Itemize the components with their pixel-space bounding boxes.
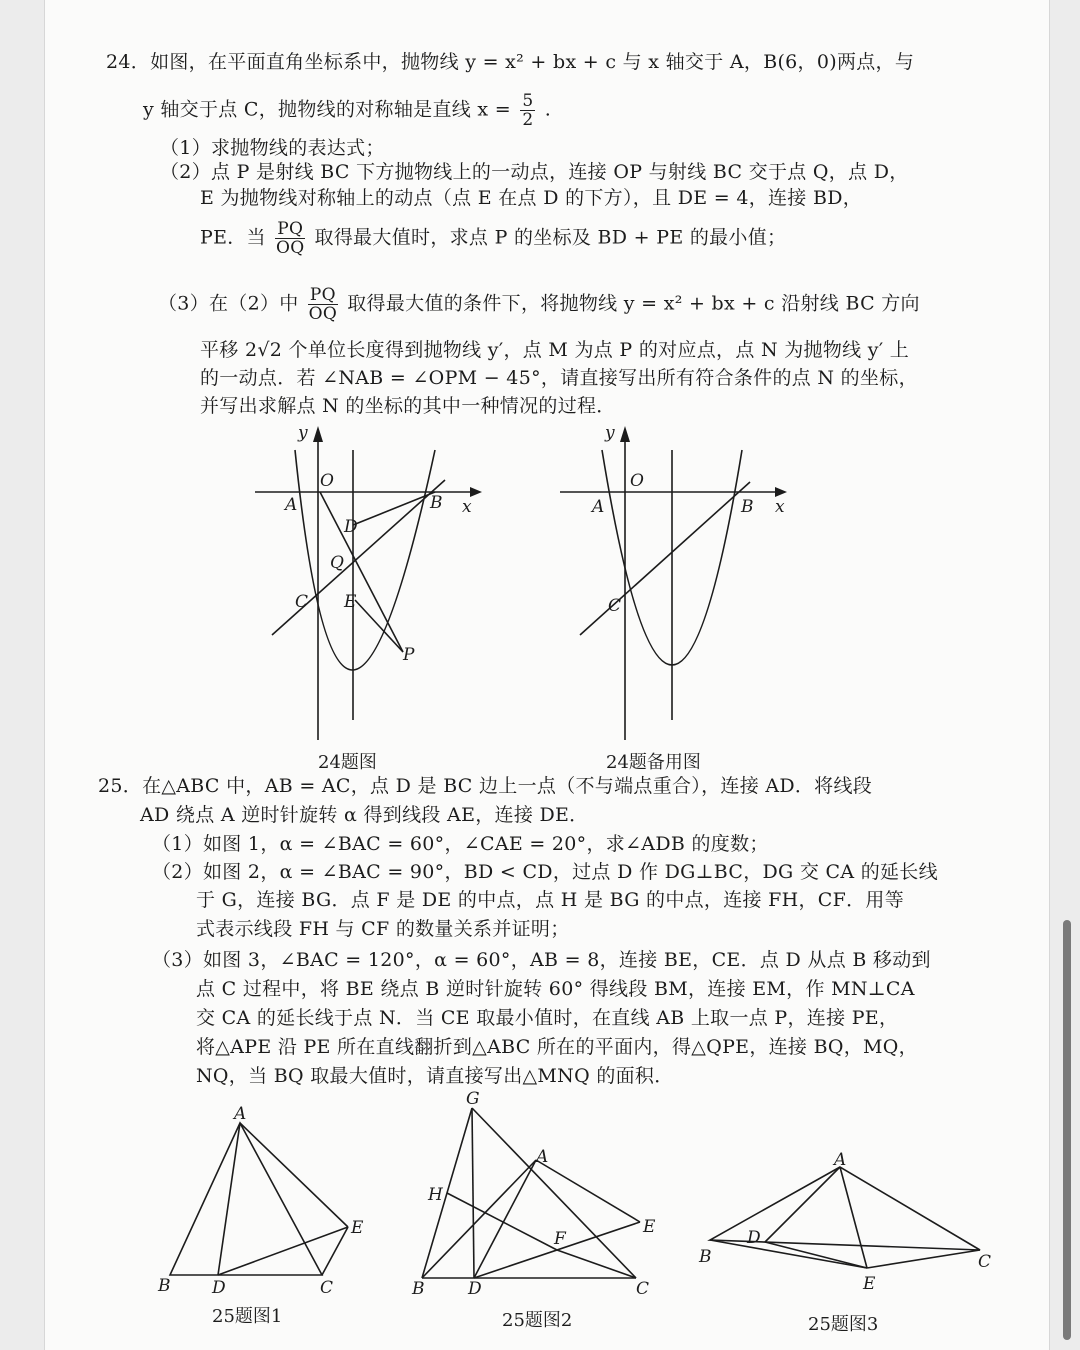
segment-hf <box>447 1193 557 1250</box>
fraction-denominator: OQ <box>308 304 338 324</box>
line-gc <box>472 1108 636 1278</box>
q25-figure-1-caption: 25题图1 <box>212 1306 283 1327</box>
label-d: D <box>747 1228 761 1248</box>
label-a: A <box>834 1150 847 1170</box>
q25-part-3-line-3: 交 CA 的延长线于点 N．当 CE 取最小值时，在直线 AB 上取一点 P，连接 PE， <box>196 1007 899 1029</box>
label-o: O <box>320 471 334 491</box>
label-b: B <box>430 493 443 513</box>
q24-part-1: （1）求抛物线的表达式； <box>160 137 385 159</box>
y-axis-arrow-icon <box>313 426 323 442</box>
segment-de <box>218 1227 348 1275</box>
label-b: B <box>412 1279 425 1299</box>
segment-ce <box>322 1227 348 1275</box>
q24-figure <box>240 420 490 750</box>
q24-part-2-line-2: E 为抛物线对称轴上的动点（点 E 在点 D 的下方），且 DE = 4，连接 BD， <box>200 187 863 209</box>
label-o: O <box>630 471 644 491</box>
segment-ad <box>765 1167 840 1242</box>
q24-line-2-end: . <box>544 98 552 121</box>
label-c: C <box>978 1252 992 1272</box>
label-f: F <box>554 1229 566 1249</box>
label-x: x <box>775 497 785 517</box>
q25-line-1: 25．在△ABC 中，AB = AC，点 D 是 BC 边上一点（不与端点重合），连接 AD．将线段 <box>98 775 873 797</box>
label-x: x <box>462 497 472 517</box>
q24-part-3-line-1-start: （3）在（2）中 <box>158 292 299 315</box>
q24-part-3-line-1 <box>158 286 920 323</box>
q25-part-1: （1）如图 1，α = ∠BAC = 60°，∠CAE = 20°，求∠ADB 的度数； <box>152 833 769 855</box>
q24-line-2-text: y 轴交于点 C，抛物线的对称轴是直线 x = <box>143 98 511 121</box>
q25-figure-2-caption: 25题图2 <box>502 1310 573 1331</box>
label-b: B <box>741 497 754 517</box>
label-a: A <box>592 497 605 517</box>
q24-figure-caption: 24题图 <box>318 752 377 773</box>
q25-figure-3-caption: 25题图3 <box>808 1314 879 1335</box>
q25-part-3-line-2: 点 C 过程中，将 BE 绕点 B 逆时针旋转 60° 得线段 BM，连接 EM，作 MN⊥CA <box>196 978 915 1000</box>
q24-part-3-line-2: 平移 2√2 个单位长度得到抛物线 y′，点 M 为点 P 的对应点，点 N 为抛物线 y′ 上 <box>200 339 910 361</box>
q24-part-2-line-3 <box>200 220 786 257</box>
label-c: C <box>295 592 309 612</box>
q24-part-3-line-4: 并写出求解点 N 的坐标的其中一种情况的过程． <box>200 395 616 417</box>
q24-backup-caption: 24题备用图 <box>606 752 701 773</box>
label-h: H <box>428 1185 443 1205</box>
label-e: E <box>863 1274 876 1294</box>
segment-ce <box>867 1250 980 1268</box>
label-q: Q <box>330 553 344 573</box>
q24-part-3-line-3: 的一动点．若 ∠NAB = ∠OPM − 45°，请直接写出所有符合条件的点 N 的坐标， <box>200 367 918 389</box>
q24-part-2-line-3-start: PE．当 <box>200 226 266 249</box>
fraction-numerator: 5 <box>522 91 534 111</box>
label-d: D <box>212 1278 226 1298</box>
label-e: E <box>643 1217 656 1237</box>
segment-ae <box>840 1167 867 1268</box>
q24-line-2 <box>143 92 551 129</box>
scrollbar-track[interactable] <box>1049 0 1080 1350</box>
label-y: y <box>298 423 308 443</box>
fraction-five-halves <box>520 92 535 129</box>
label-a: A <box>285 495 298 515</box>
label-b: B <box>158 1276 171 1296</box>
fraction-pq-oq-2 <box>308 286 338 323</box>
label-g: G <box>466 1089 480 1109</box>
label-d: D <box>344 517 358 537</box>
label-c: C <box>320 1278 334 1298</box>
q25-figure-2 <box>408 1088 668 1303</box>
label-a: A <box>234 1104 247 1124</box>
segment-gd <box>472 1108 474 1278</box>
x-axis-arrow-icon <box>775 487 787 497</box>
segment-ae <box>240 1123 348 1227</box>
q25-part-2-line-2: 于 G，连接 BG．点 F 是 DE 的中点，点 H 是 BG 的中点，连接 FH，CF．用等 <box>196 889 905 911</box>
q24-part-3-line-1-end: 取得最大值的条件下，将抛物线 y = x² + bx + c 沿射线 BC 方向 <box>347 292 920 315</box>
q25-part-3-line-4: 将△APE 沿 PE 所在直线翻折到△ABC 所在的平面内，得△QPE，连接 BQ，MQ， <box>196 1036 918 1058</box>
scrollbar-thumb[interactable] <box>1063 920 1071 1340</box>
y-axis-arrow-icon <box>620 426 630 442</box>
q25-part-3-line-5: NQ，当 BQ 取最大值时，请直接写出△MNQ 的面积． <box>196 1065 674 1087</box>
label-c: C <box>636 1279 650 1299</box>
fraction-pq-oq <box>275 220 305 257</box>
triangle-abc <box>170 1123 322 1275</box>
segment-bd <box>353 492 435 525</box>
q25-part-2-line-3: 式表示线段 FH 与 CF 的数量关系并证明； <box>196 918 570 940</box>
fraction-numerator: PQ <box>277 219 304 239</box>
q24-line-1: 24．如图，在平面直角坐标系中，抛物线 y = x² + bx + c 与 x 轴交于 A，B(6，0)两点，与 <box>106 51 915 73</box>
parabola <box>295 450 435 670</box>
line-bc <box>580 482 750 635</box>
x-axis-arrow-icon <box>470 487 482 497</box>
segment-pe <box>355 600 403 652</box>
label-c: C <box>608 596 622 616</box>
q25-part-3-line-1: （3）如图 3，∠BAC = 120°，α = 60°，AB = 8，连接 BE，CE．点 D 从点 B 移动到 <box>152 949 931 971</box>
fraction-denominator: OQ <box>275 238 305 258</box>
label-d: D <box>468 1279 482 1299</box>
left-margin <box>0 0 45 1350</box>
q24-backup-figure <box>545 420 795 750</box>
label-p: P <box>403 645 415 665</box>
label-a: A <box>536 1147 549 1167</box>
label-y: y <box>605 423 615 443</box>
q24-part-2-line-1: （2）点 P 是射线 BC 下方抛物线上的一动点，连接 OP 与射线 BC 交于点 Q，点 D， <box>160 161 909 183</box>
label-b: B <box>699 1247 712 1267</box>
q25-figure-3 <box>695 1145 1015 1305</box>
q25-figure-1 <box>150 1105 380 1305</box>
label-e: E <box>351 1218 364 1238</box>
fraction-denominator: 2 <box>522 110 534 130</box>
q24-part-2-line-3-end: 取得最大值时，求点 P 的坐标及 BD + PE 的最小值； <box>314 226 787 249</box>
fraction-numerator: PQ <box>309 285 336 305</box>
q25-part-2-line-1: （2）如图 2，α = ∠BAC = 90°，BD < CD，过点 D 作 DG⊥BC，DG 交 CA 的延长线 <box>152 861 938 883</box>
q25-line-2: AD 绕点 A 逆时针旋转 α 得到线段 AE，连接 DE． <box>140 804 589 826</box>
label-e: E <box>344 592 357 612</box>
segment-fc <box>557 1250 636 1278</box>
